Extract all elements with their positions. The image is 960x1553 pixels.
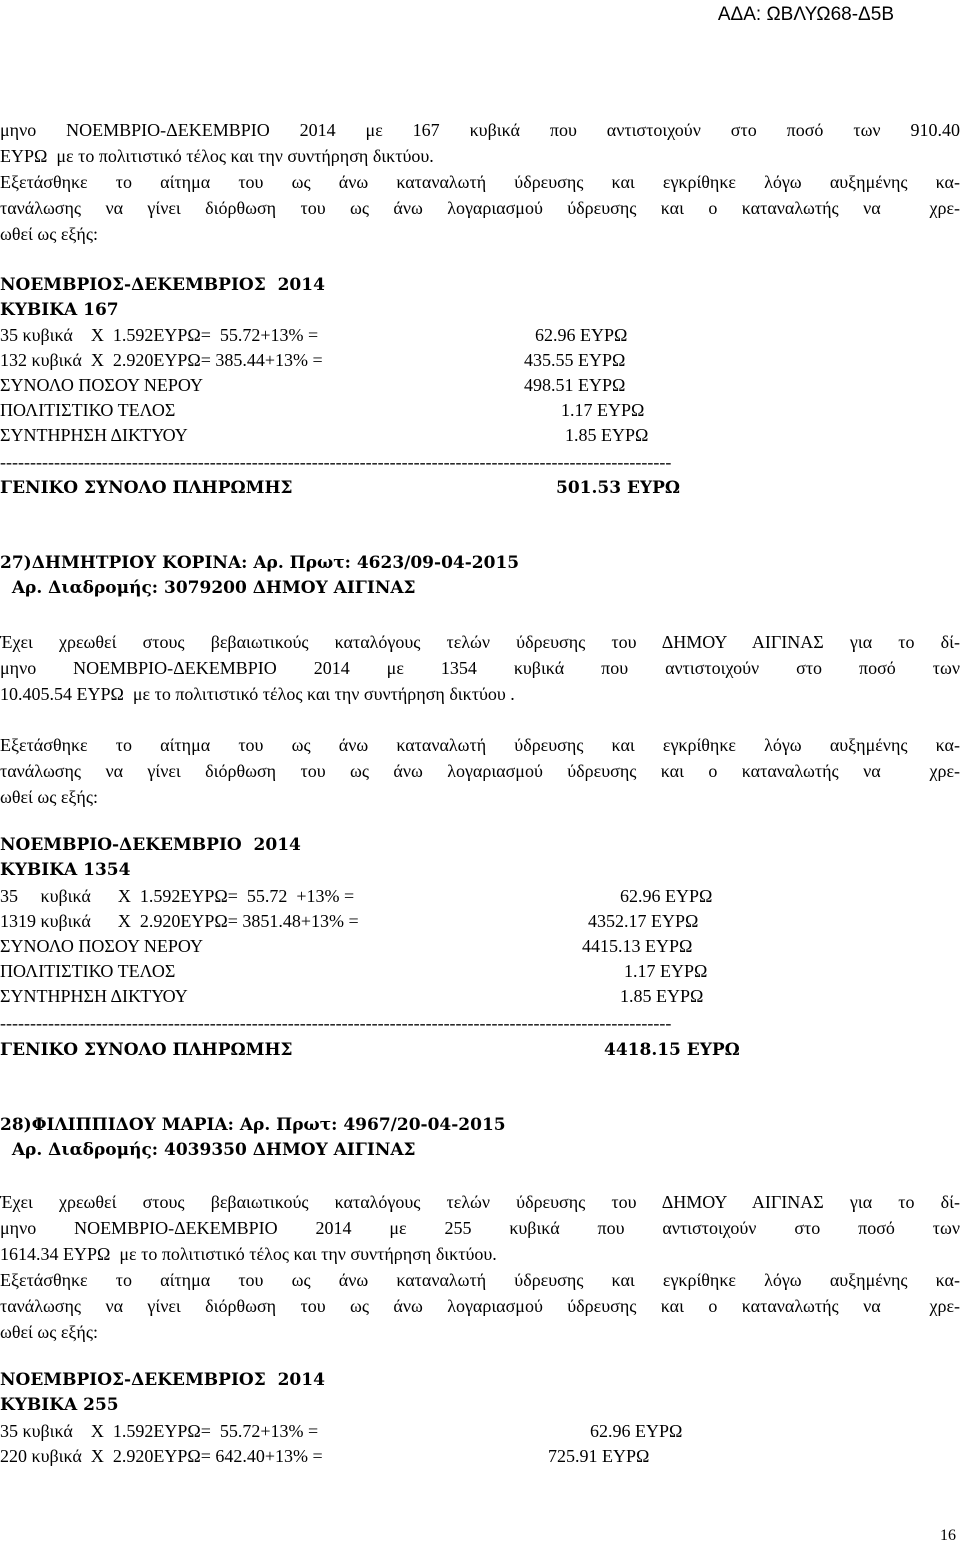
exam-line: Εξετάσθηκε το αίτημα του ως άνω καταναλωτή ύδρευσης και εγκρίθηκε λόγω αυξημένης κα- — [0, 172, 960, 192]
exam-line: Εξετάσθηκε το αίτημα του ως άνω καταναλωτή ύδρευσης και εγκρίθηκε λόγω αυξημένης κα- — [0, 735, 960, 755]
calc-row-value: 725.91 ΕΥΡΩ — [548, 1446, 650, 1466]
ada-code: ΑΔΑ: ΩΒΛΥΩ68-Δ5Β — [717, 4, 894, 25]
calc-row-value: 498.51 ΕΥΡΩ — [524, 375, 626, 395]
calc-row-label: 35 κυβικά Χ 1.592ΕΥΡΩ= 55.72 +13% = — [0, 886, 355, 906]
calc-row-value: 4415.13 ΕΥΡΩ — [582, 936, 693, 956]
page-number: 16 — [940, 1527, 956, 1544]
period-heading: ΝΟΕΜΒΡΙΟΣ-ΔΕΚΕΜΒΡΙΟΣ 2014 — [0, 275, 325, 295]
calc-row-value: 4352.17 ΕΥΡΩ — [588, 911, 699, 931]
calc-row-value: 435.55 ΕΥΡΩ — [524, 350, 626, 370]
calc-row-label: ΣΥΝΤΗΡΗΣΗ ΔΙΚΤΥΟΥ — [0, 425, 188, 445]
period-heading: ΝΟΕΜΒΡΙΟ-ΔΕΚΕΜΒΡΙΟ 2014 — [0, 835, 301, 855]
entry-title: 28)ΦΙΛΙΠΠΙΔΟΥ ΜΑΡΙΑ: Αρ. Πρωτ: 4967/20-04-2015 — [0, 1115, 506, 1135]
calc-row-label: 1319 κυβικά Χ 2.920ΕΥΡΩ= 3851.48+13% = — [0, 911, 359, 931]
total-value: 501.53 ΕΥΡΩ — [556, 478, 680, 498]
calc-row-label: ΠΟΛΙΤΙΣΤΙΚΟ ΤΕΛΟΣ — [0, 400, 176, 420]
charge-line: μηνο ΝΟΕΜΒΡΙΟ-ΔΕΚΕΜΒΡΙΟ 2014 με 255 κυβικά που αντιστοιχούν στο ποσό των — [0, 1218, 960, 1238]
exam-line: ωθεί ως εξής: — [0, 787, 98, 807]
cubic-heading: ΚΥΒΙΚΑ 255 — [0, 1395, 119, 1415]
calc-row-value: 1.85 ΕΥΡΩ — [565, 425, 649, 445]
calc-row-label: 220 κυβικά Χ 2.920ΕΥΡΩ= 642.40+13% = — [0, 1446, 323, 1466]
calc-row-value: 1.17 ΕΥΡΩ — [561, 400, 645, 420]
divider-dashes: ---------------------------------------------------------------------------------------------------------------- — [0, 452, 672, 472]
calc-row-value: 1.85 ΕΥΡΩ — [620, 986, 704, 1006]
exam-line: τανάλωσης να γίνει διόρθωση του ως άνω λογαριασμού ύδρευσης και ο καταναλωτής να χρε- — [0, 198, 960, 218]
charge-line: 10.405.54 ΕΥΡΩ με το πολιτιστικό τέλος και την συντήρηση δικτύου . — [0, 684, 515, 704]
calc-row-value: 1.17 ΕΥΡΩ — [624, 961, 708, 981]
intro-line: μηνο ΝΟΕΜΒΡΙΟ-ΔΕΚΕΜΒΡΙΟ 2014 με 167 κυβικά που αντιστοιχούν στο ποσό των 910.40 — [0, 120, 960, 140]
calc-row-label: 35 κυβικά Χ 1.592ΕΥΡΩ= 55.72+13% = — [0, 325, 319, 345]
total-label: ΓΕΝΙΚΟ ΣΥΝΟΛΟ ΠΛΗΡΩΜΗΣ — [0, 1040, 293, 1060]
charge-line: Έχει χρεωθεί στους βεβαιωτικούς καταλόγους τελών ύδρευσης του ΔΗΜΟΥ ΑΙΓΙΝΑΣ για το δί- — [0, 632, 960, 652]
exam-line: ωθεί ως εξής: — [0, 1322, 98, 1342]
cubic-heading: ΚΥΒΙΚΑ 167 — [0, 300, 119, 320]
calc-row-label: ΣΥΝΟΛΟ ΠΟΣΟΥ ΝΕΡΟΥ — [0, 936, 203, 956]
divider-dashes: ---------------------------------------------------------------------------------------------------------------- — [0, 1013, 672, 1033]
calc-row-label: 35 κυβικά Χ 1.592ΕΥΡΩ= 55.72+13% = — [0, 1421, 319, 1441]
charge-line: Έχει χρεωθεί στους βεβαιωτικούς καταλόγους τελών ύδρευσης του ΔΗΜΟΥ ΑΙΓΙΝΑΣ για το δί- — [0, 1192, 960, 1212]
total-value: 4418.15 ΕΥΡΩ — [604, 1040, 740, 1060]
cubic-heading: ΚΥΒΙΚΑ 1354 — [0, 860, 131, 880]
total-label: ΓΕΝΙΚΟ ΣΥΝΟΛΟ ΠΛΗΡΩΜΗΣ — [0, 478, 293, 498]
period-heading: ΝΟΕΜΒΡΙΟΣ-ΔΕΚΕΜΒΡΙΟΣ 2014 — [0, 1370, 325, 1390]
calc-row-label: 132 κυβικά Χ 2.920ΕΥΡΩ= 385.44+13% = — [0, 350, 323, 370]
calc-row-value: 62.96 ΕΥΡΩ — [535, 325, 628, 345]
exam-line: τανάλωσης να γίνει διόρθωση του ως άνω λογαριασμού ύδρευσης και ο καταναλωτής να χρε- — [0, 1296, 960, 1316]
entry-title: 27)ΔΗΜΗΤΡΙΟΥ ΚΟΡΙΝΑ: Αρ. Πρωτ: 4623/09-04-2015 — [0, 553, 520, 573]
route-line: Αρ. Διαδρομής: 3079200 ΔΗΜΟΥ ΑΙΓΙΝΑΣ — [0, 578, 416, 598]
charge-line: 1614.34 ΕΥΡΩ με το πολιτιστικό τέλος και την συντήρηση δικτύου. — [0, 1244, 497, 1264]
exam-line: Εξετάσθηκε το αίτημα του ως άνω καταναλωτή ύδρευσης και εγκρίθηκε λόγω αυξημένης κα- — [0, 1270, 960, 1290]
route-line: Αρ. Διαδρομής: 4039350 ΔΗΜΟΥ ΑΙΓΙΝΑΣ — [0, 1140, 416, 1160]
exam-line: ωθεί ως εξής: — [0, 224, 98, 244]
charge-line: μηνο ΝΟΕΜΒΡΙΟ-ΔΕΚΕΜΒΡΙΟ 2014 με 1354 κυβικά που αντιστοιχούν στο ποσό των — [0, 658, 960, 678]
intro-line: ΕΥΡΩ με το πολιτιστικό τέλος και την συντήρηση δικτύου. — [0, 146, 434, 166]
calc-row-label: ΠΟΛΙΤΙΣΤΙΚΟ ΤΕΛΟΣ — [0, 961, 176, 981]
exam-line: τανάλωσης να γίνει διόρθωση του ως άνω λογαριασμού ύδρευσης και ο καταναλωτής να χρε- — [0, 761, 960, 781]
calc-row-label: ΣΥΝΤΗΡΗΣΗ ΔΙΚΤΥΟΥ — [0, 986, 188, 1006]
calc-row-value: 62.96 ΕΥΡΩ — [590, 1421, 683, 1441]
calc-row-label: ΣΥΝΟΛΟ ΠΟΣΟΥ ΝΕΡΟΥ — [0, 375, 203, 395]
calc-row-value: 62.96 ΕΥΡΩ — [620, 886, 713, 906]
